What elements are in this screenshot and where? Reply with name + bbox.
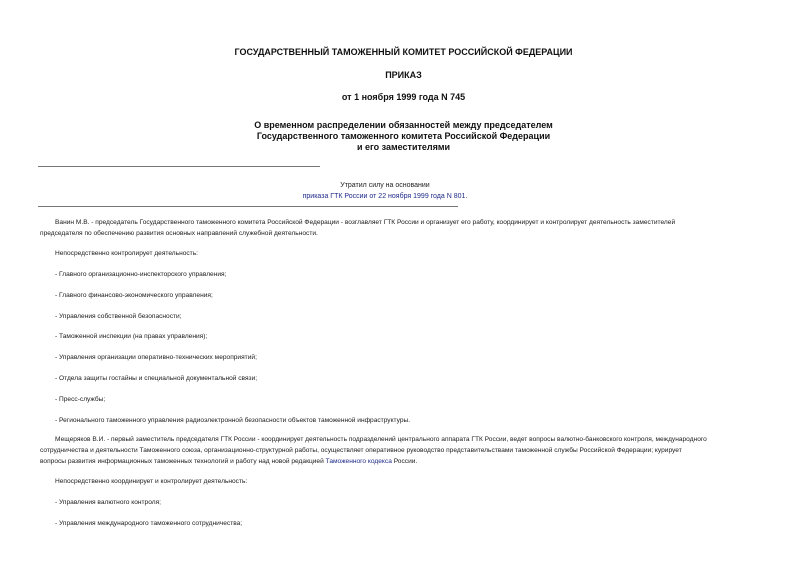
doc-date: от 1 ноября 1999 года N 745 <box>341 92 466 102</box>
list-item: - Таможенной инспекции (на правах управления); <box>55 333 208 340</box>
repeal-text: Утратил силу на основании <box>340 182 430 189</box>
paragraph-first-deputy: Мещеряков В.И. - первый заместитель председателя ГТК России - координирует деятельность подразделений центрального аппарата ГТК России, ведет вопросы валютно-банковского контроля, международного <box>55 436 707 443</box>
list-item: - Пресс-службы; <box>55 396 106 403</box>
doc-subject <box>0 120 807 153</box>
paragraph-text: вопросы развития информационных таможенных технологий и работу над новой редакцией <box>40 458 324 465</box>
subject-line: Государственного таможенного комитета Российской Федерации <box>256 131 551 141</box>
subject-line: О временном распределении обязанностей между председателем <box>254 120 553 130</box>
repeal-note <box>300 180 470 202</box>
subject-line: и его заместителями <box>356 142 451 152</box>
paragraph-coordinates: Непосредственно координирует и контролирует деятельность: <box>55 478 248 485</box>
repeal-link[interactable]: приказа ГТК России от 22 ноября 1999 года N 801 <box>302 193 466 200</box>
list-item: - Отдела защиты гостайны и специальной документальной связи; <box>55 375 258 382</box>
list-item: - Управления валютного контроля; <box>55 499 161 506</box>
paragraph-first-deputy-cont: сотрудничества и деятельности Таможенного союза, организационно-структурной работы, осуществляет оперативное руководство представительствами таможенной службы Российской Федерации; курирует <box>40 447 682 454</box>
list-item: - Главного финансово-экономического управления; <box>55 292 213 299</box>
list-item: - Управления международного таможенного сотрудничества; <box>55 520 243 527</box>
paragraph-chairman: Ванин М.В. - председатель Государственного таможенного комитета Российской Федерации - возглавляет ГТК России и организует его работу, координирует и контролирует деятельность заместителей <box>55 219 676 226</box>
list-item: - Управления собственной безопасности; <box>55 313 182 320</box>
list-item: - Главного организационно-инспекторского управления; <box>55 271 227 278</box>
repeal-tail: . <box>465 193 468 200</box>
divider-top <box>38 166 320 167</box>
paragraph-text: России. <box>393 458 418 465</box>
agency-title: ГОСУДАРСТВЕННЫЙ ТАМОЖЕННЫЙ КОМИТЕТ РОССИЙСКОЙ ФЕДЕРАЦИИ <box>234 47 573 57</box>
doc-type: ПРИКАЗ <box>385 70 422 80</box>
repeal-link-line <box>300 191 470 202</box>
list-item: - Регионального таможенного управления радиоэлектронной безопасности объектов таможенной инфраструктуры. <box>55 417 411 424</box>
paragraph-chairman-cont: председателя по обеспечению развития основных направлений служебной деятельности. <box>40 230 318 237</box>
customs-code-link[interactable]: Таможенного кодекса <box>325 458 392 465</box>
list-item: - Управления организации оперативно-технических мероприятий; <box>55 354 257 361</box>
divider-bottom <box>38 206 458 207</box>
paragraph-first-deputy-end <box>40 457 770 467</box>
paragraph-controls: Непосредственно контролирует деятельность: <box>55 250 198 257</box>
